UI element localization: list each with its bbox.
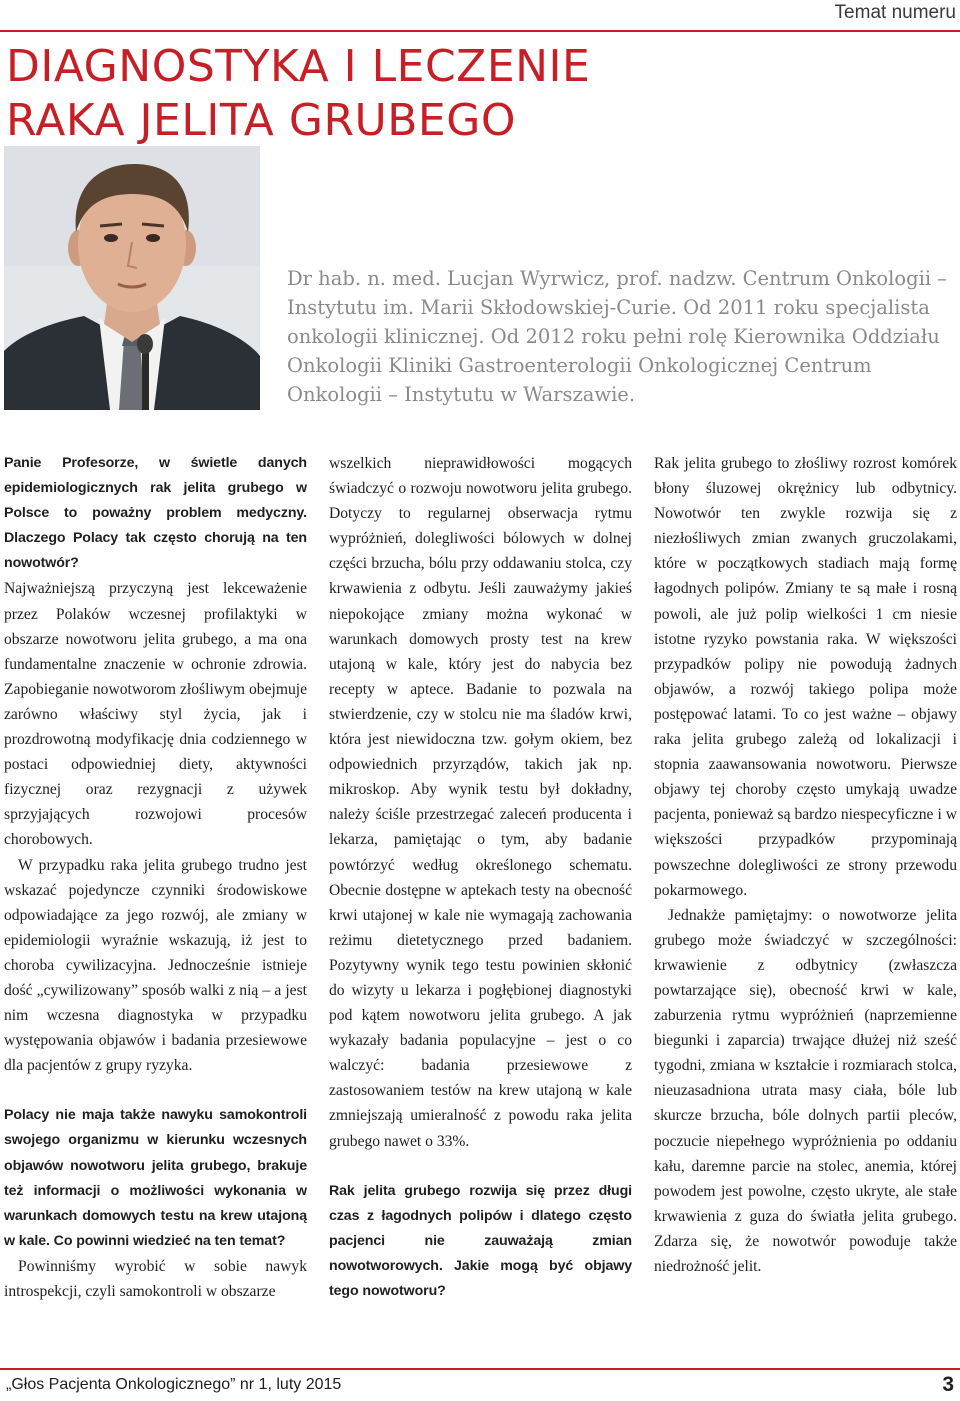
section-label: Temat numeru [834,2,956,23]
article-title [6,40,590,148]
author-portrait-illustration [4,146,260,410]
top-rule [0,30,960,32]
author-bio: Dr hab. n. med. Lucjan Wyrwicz, prof. nadzw. Centrum Onkologii – Instytutu im. Marii Skłodowskiej-Curie. Od 2011 roku specjalista onkologii klinicznej. Od 2012 roku pełni rolę Kierownika Oddziału Onkologii Kliniki Gastroenterologii Onkologicznej Centrum Onkologii – Instytutu w Warszawie. [287,267,948,406]
interview-question: Polacy nie maja także nawyku samokontroli swojego organizmu w kierunku wczesnych objawów nowotworu jelita grubego, brakuje też informacji o możliwości wykonania w warunkach domowych testu na krew utajoną w kale. Co powinni wiedzieć na ten temat? [4,1107,307,1249]
page-number: 3 [942,1373,954,1396]
author-photo [4,146,260,410]
article-column-2 [329,451,632,1304]
interview-answer-paragraph: Najważniejszą przyczyną jest lekceważenie przez Polaków wczesnej profilaktyki w obszarze nowotworu jelita grubego, a ma ona fundamentalne znaczenie w ochronie zdrowia. Zapobieganie nowotworom złośliwym obejmuje zarówno właściwy styl życia, jak i prozdrowotną modyfikację dnia codziennego w postaci odpowiedniej diety, aktywności fizycznej oraz rezygnacji z używek sprzyjających rozwojowi procesów chorobowych. [4,580,307,849]
interview-answer-paragraph: Rak jelita grubego to złośliwy rozrost komórek błony śluzowej okrężnicy lub odbytnicy. Nowotwór ten zwykle rozwija się z niezłośliwych zmian zwanych gruczolakami, które w początkowych stadiach mają formę łagodnych polipów. Zmiany te są małe i rosną powoli, ale już polip wielkości 1 cm niesie istotne ryzyko powstania raka. W większości przypadków polipy nie powodują żadnych objawów, a rozwój takiego polipa może postępować latami. To co jest ważne – objawy raka jelita grubego zależą od lokalizacji i stopnia zaawansowania nowotworu. Pierwsze objawy tej choroby często umykają uwadze pacjenta, ponieważ są bardzo niespecyficzne i w większości przypadków przypominają powszechne dolegliwości ze strony przewodu pokarmowego. [654,455,957,899]
interview-answer-paragraph: wszelkich nieprawidłowości mogących świadczyć o rozwoju nowotworu jelita grubego. Dotyczy to regularnej obserwacja rytmu wypróżnień, dolegliwości bólowych w dolnej części brzucha, bólu przy oddawaniu stolca, czy krwawienia z odbytu. Jeśli zauważymy jakieś niepokojące zmiany można wykonać w warunkach domowych prosty test na krew utajoną w kale, który jest do nabycia bez recepty w aptece. Badanie to pozwala na stwierdzenie, czy w stolcu nie ma śladów krwi, która jest niewidoczna tzw. gołym okiem, bez odpowiednich przyrządów, takich jak np. mikroskop. Aby wynik testu był dokładny, należy ściśle przestrzegać zaleceń producenta i lekarza, pamiętając o tym, aby badanie powtórzyć według określonego schematu. Obecnie dostępne w aptekach testy na obecność krwi utajonej w kale nie wymagają zachowania reżimu dietetycznego przed badaniem. Pozytywny wynik tego testu powinien skłonić do wizyty u lekarza i pogłębionej diagnostyki pod kątem nowotworu jelita grubego. A jak wykazały badania populacyjne – jest o co walczyć: badania przesiewowe z zastosowaniem testów na krew utajoną w kale zmniejszają umieralność z powodu raka jelita grubego nawet o 33%. [329,455,632,1150]
bottom-rule [0,1368,960,1370]
article-column-3 [654,451,957,1279]
article-column-1 [4,451,307,1304]
interview-answer-paragraph: W przypadku raka jelita grubego trudno jest wskazać pojedyncze czynniki środowiskowe odpowiadające za jego rozwój, ale zmiany w epidemiologii wyraźnie wskazują, iż jest to choroba cywilizacyjna. Jednocześnie istnieje dość „cywilizowany” sposób walki z nią – a jest nim wczesna diagnostyka w przypadku występowania objawów i badania przesiewowe dla pacjentów z grupy ryzyka. [4,856,307,1075]
interview-question: Rak jelita grubego rozwija się przez długi czas z łagodnych polipów i dlatego często pacjenci nie zauważają zmian nowotworowych. Jakie mogą być objawy tego nowotworu? [329,1182,632,1299]
title-line-2: RAKA JELITA GRUBEGO [6,95,516,146]
interview-answer-paragraph: Powinniśmy wyrobić w sobie nawyk introspekcji, czyli samokontroli w obszarze [4,1257,307,1300]
publication-footer: „Głos Pacjenta Onkologicznego” nr 1, luty 2015 [6,1376,342,1393]
interview-answer-paragraph: Jednakże pamiętajmy: o nowotworze jelita grubego może świadczyć w szczególności: krwawienie z odbytnicy (zwłaszcza powtarzające się), obecność krwi w kale, zaburzenia rytmu wypróżnień (naprzemienne biegunki i zaparcia) trwające dłużej niż sześć tygodni, zmiana w kształcie i rozmiarach stolca, nieuzasadniona utrata masy ciała, bóle lub skurcze brzucha, bóle dolnych partii pleców, poczucie niepełnego wypróżnienia po oddaniu kału, daremne parcie na stolec, anemia, której powodem jest powolne, często ukryte, ale stałe krwawienia z guza do światła jelita grubego. Zdarza się, że nowotwór powoduje także niedrożność jelit. [654,906,957,1275]
interview-question: Panie Profesorze, w świetle danych epidemiologicznych rak jelita grubego w Polsce to poważny problem medyczny. Dlaczego Polacy tak często chorują na ten nowotwór? [4,455,307,572]
title-line-1: DIAGNOSTYKA I LECZENIE [6,41,591,92]
